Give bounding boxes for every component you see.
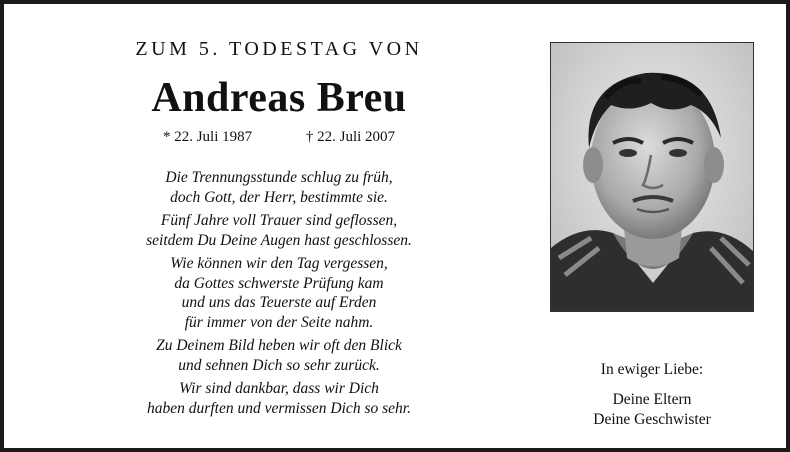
life-dates [64, 129, 494, 146]
poem-line: für immer von der Seite nahm. [184, 313, 374, 331]
poem-line: Zu Deinem Bild heben wir oft den Blick [156, 337, 402, 354]
signature-block [550, 360, 754, 430]
poem-stanza [64, 254, 494, 332]
signature-intro: In ewiger Liebe: [600, 361, 704, 378]
poem-stanza [64, 211, 494, 250]
signature-siblings: Deine Geschwister [593, 411, 711, 428]
poem-line: doch Gott, der Herr, bestimmte sie. [170, 188, 388, 206]
poem-line: Wie können wir den Tag vergessen, [170, 255, 388, 272]
poem-stanza [64, 379, 494, 418]
poem-stanza [64, 336, 494, 375]
memorial-poem [64, 168, 494, 422]
poem-line: da Gottes schwerste Prüfung kam [174, 274, 384, 292]
death-date: † 22. Juli 2007 [305, 129, 396, 145]
poem-line: Die Trennungsstunde schlug zu früh, [165, 169, 393, 186]
portrait-photo [550, 42, 754, 312]
notice-heading: ZUM 5. TODESTAG VON [135, 38, 423, 60]
poem-line: haben durften und vermissen Dich so sehr. [147, 399, 411, 417]
signature-parents: Deine Eltern [612, 391, 692, 408]
poem-line: und uns das Teuerste auf Erden [181, 294, 377, 311]
deceased-name: Andreas Breu [151, 75, 407, 121]
poem-line: Fünf Jahre voll Trauer sind geflossen, [160, 212, 398, 229]
portrait-image [551, 43, 754, 312]
birth-date: * 22. Juli 1987 [162, 129, 253, 145]
poem-line: seitdem Du Deine Augen hast geschlossen. [146, 231, 412, 249]
poem-line: Wir sind dankbar, dass wir Dich [179, 380, 379, 397]
poem-stanza [64, 168, 494, 207]
poem-line: und sehnen Dich so sehr zurück. [178, 356, 380, 374]
